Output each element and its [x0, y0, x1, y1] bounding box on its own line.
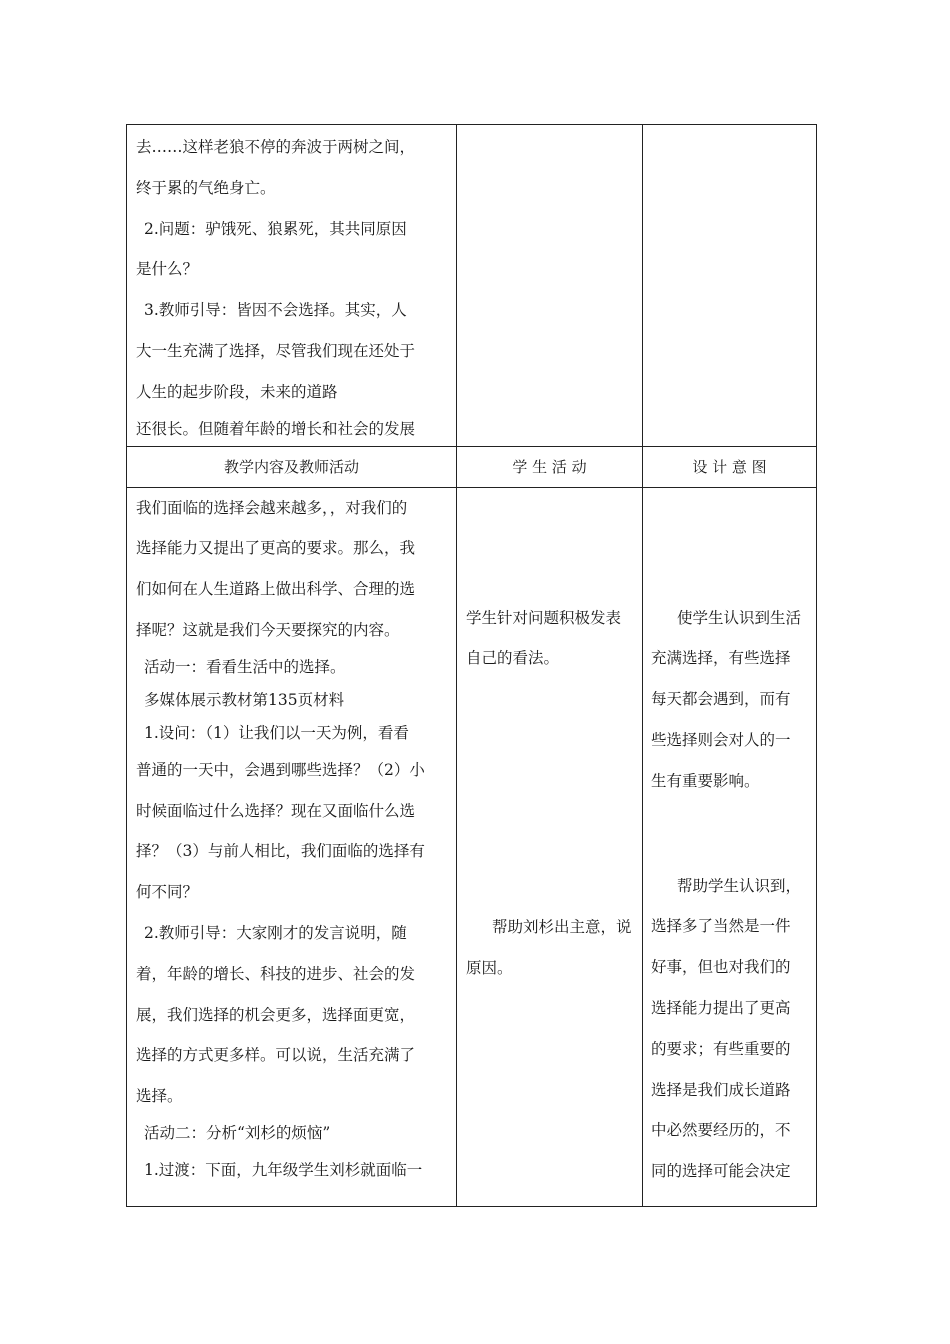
- text-line: 多媒体展示教材第135页材料: [144, 690, 345, 709]
- text-line: 着，年龄的增长、科技的进步、社会的发: [136, 964, 416, 983]
- text-line: 原因。: [466, 958, 513, 977]
- text-line: 是什么？: [136, 260, 199, 279]
- text-line: 中必然要经历的，不: [651, 1121, 791, 1140]
- text-line: 活动二：分析“刘杉的烦恼”: [144, 1123, 331, 1142]
- header-design-intent: 设 计 意 图: [643, 446, 817, 487]
- text-line: 帮助学生认识到，: [677, 876, 802, 895]
- text-line: 生有重要影响。: [651, 771, 760, 790]
- lesson-content-row: [127, 487, 817, 1206]
- text-line: 大一生充满了选择，尽管我们现在还处于: [136, 341, 416, 360]
- text-line: 帮助刘杉出主意，说: [492, 918, 632, 937]
- text-line: 些选择则会对人的一: [651, 730, 791, 749]
- student-activity-cell-top: [457, 125, 643, 447]
- text-line: 我们面临的选择会越来越多，，对我们的: [136, 498, 408, 517]
- table-header-row: [127, 446, 817, 487]
- teacher-activity-cell-top: [127, 125, 457, 447]
- text-line: 选择能力提出了更高: [651, 998, 791, 1017]
- text-line: 终于累的气绝身亡。: [136, 178, 276, 197]
- text-line: 展，我们选择的机会更多，选择面更宽，: [136, 1005, 416, 1024]
- lesson-plan-table: [126, 124, 817, 1207]
- text-line: 择呢？这就是我们今天要探究的内容。: [136, 620, 400, 639]
- text-line: 选择能力又提出了更高的要求。那么，我: [136, 539, 416, 558]
- header-teacher-activity: 教学内容及教师活动: [127, 446, 457, 487]
- text-line: 自己的看法。: [466, 649, 560, 668]
- text-line: 3.教师引导：皆因不会选择。其实，人: [144, 301, 407, 320]
- text-line: 的要求；有些重要的: [651, 1039, 791, 1058]
- student-activity-cell: [457, 487, 643, 1206]
- text-line: 同的选择可能会决定: [651, 1162, 791, 1181]
- text-line: 时候面临过什么选择？现在又面临什么选: [136, 801, 416, 820]
- continuation-row: [127, 125, 817, 447]
- text-line: 1.设问：（1）让我们以一天为例，看看: [144, 723, 409, 742]
- text-line: 择？（3）与前人相比，我们面临的选择有: [136, 842, 425, 861]
- text-line: 选择是我们成长道路: [651, 1080, 791, 1099]
- text-line: 人生的起步阶段，未来的道路: [136, 382, 338, 401]
- text-line: 1.过渡：下面，九年级学生刘杉就面临一: [144, 1160, 423, 1179]
- text-line: 活动一：看看生活中的选择。: [144, 657, 346, 676]
- text-line: 2.问题：驴饿死、狼累死，其共同原因: [144, 219, 407, 238]
- header-student-activity: 学 生 活 动: [457, 446, 643, 487]
- text-line: 2.教师引导：大家刚才的发言说明，随: [144, 923, 407, 942]
- text-line: 普通的一天中，会遇到哪些选择？（2）小: [136, 760, 425, 779]
- text-line: 选择的方式更多样。可以说，生活充满了: [136, 1046, 416, 1065]
- text-line: 好事，但也对我们的: [651, 958, 791, 977]
- text-line: 还很长。但随着年龄的增长和社会的发展: [136, 419, 416, 438]
- text-line: 选择多了当然是一件: [651, 917, 791, 936]
- text-line: 们如何在人生道路上做出科学、合理的选: [136, 580, 416, 599]
- teacher-activity-cell: [127, 487, 457, 1206]
- design-intent-cell-top: [643, 125, 817, 447]
- text-line: 使学生认识到生活: [677, 608, 802, 627]
- text-line: 选择。: [136, 1087, 183, 1106]
- text-line: 充满选择，有些选择: [651, 649, 791, 668]
- text-line: 每天都会遇到，而有: [651, 690, 791, 709]
- text-line: 去……这样老狼不停的奔波于两树之间，: [136, 138, 416, 156]
- design-intent-cell: [643, 487, 817, 1206]
- text-line: 何不同？: [136, 883, 199, 902]
- text-line: 学生针对问题积极发表: [466, 608, 622, 627]
